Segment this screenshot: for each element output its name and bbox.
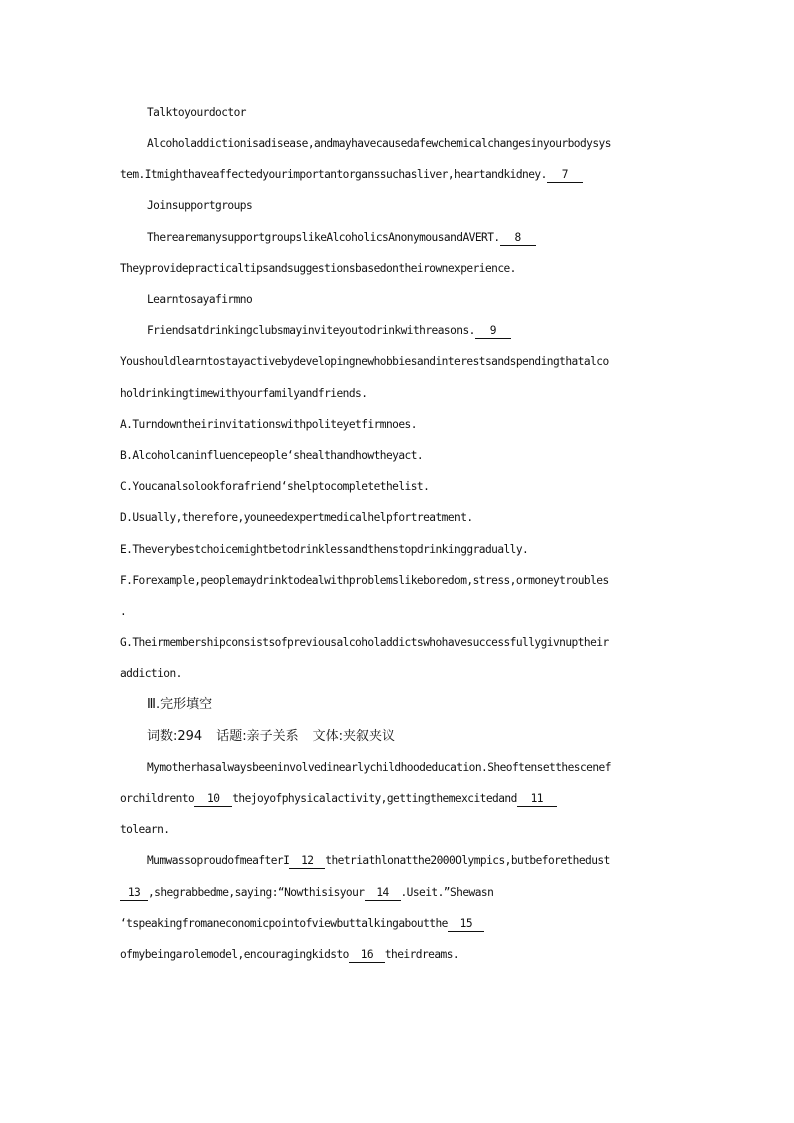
- paragraph-line: [120, 164, 680, 186]
- option-d: D.Usually,therefore,youneedexpertmedicalhelpfortreatment.: [120, 511, 473, 524]
- paragraph-text: theirdreams.: [384, 948, 460, 961]
- option-a: A.Turndowntheirinvitationswithpoliteyetfirmnoes.: [120, 418, 417, 431]
- meta-genre: 文体:夹叙夹议: [312, 729, 395, 744]
- paragraph-text: ofmybeingarolemodel,encouragingkidsto: [120, 948, 349, 961]
- blank-12: 12: [289, 854, 325, 869]
- blank-7: 7: [547, 168, 583, 183]
- blank-15: 15: [448, 917, 484, 932]
- blank-11: 11: [517, 792, 557, 807]
- paragraph-line: Alcoholaddictionisadisease,andmayhavecausedafewchemicalchangesinyourbodysys: [147, 137, 611, 150]
- section-title: Ⅲ.完形填空: [147, 697, 213, 712]
- paragraph-text: ‘tspeakingfromaneconomicpointofviewbuttalkingaboutthe: [120, 917, 448, 930]
- paragraph-text: thejoyofphysicalactivity,gettingthemexcitedand: [232, 792, 517, 805]
- paragraph-line: [120, 913, 680, 935]
- option-f: F.Forexample,peoplemaydrinktodealwithproblemslikeboredom,stress,ormoneytroubles: [120, 574, 609, 587]
- blank-16: 16: [349, 948, 385, 963]
- paragraph-line: [147, 320, 680, 342]
- paragraph-text: .Useit.”Shewasn: [400, 886, 494, 899]
- option-g: G.Theirmembershipconsistsofpreviousalcoholaddictswhohavesuccessfullygivnuptheir: [120, 636, 609, 649]
- paragraph-text: TherearemanysupportgroupslikeAlcoholicsAnonymousandAVERT.: [147, 231, 500, 244]
- option-b: B.Alcoholcaninfluencepeople‘shealthandhowtheyact.: [120, 449, 424, 462]
- blank-13: 13: [120, 886, 148, 901]
- paragraph-line: [120, 788, 680, 810]
- option-e: E.Theverybestchoicemightbetodrinklessandthenstopdrinkinggradually.: [120, 543, 529, 556]
- paragraph-text: ,shegrabbedme,saying:“Nowthisisyour: [148, 886, 365, 899]
- paragraph-line: Youshouldlearntostayactivebydevelopingnewhobbiesandinterestsandspendingthatalco: [120, 355, 609, 368]
- paragraph-text: tem.Itmighthaveaffectedyourimportantorganssuchasliver,heartandkidney.: [120, 168, 547, 181]
- paragraph-text: thetriathlonatthe2000Olympics,butbeforethedust: [325, 854, 610, 867]
- paragraph-line: [147, 850, 680, 872]
- paragraph-line: holdrinkingtimewithyourfamilyandfriends.: [120, 387, 368, 400]
- heading-talk-to-doctor: Talktoyourdoctor: [147, 106, 246, 119]
- paragraph-line: [147, 227, 680, 249]
- paragraph-text: orchildrento: [120, 792, 195, 805]
- paragraph-line: [120, 882, 680, 904]
- meta-topic: 话题:亲子关系: [216, 729, 299, 744]
- blank-10: 10: [194, 792, 232, 807]
- meta-word-count: 词数:294: [147, 729, 203, 744]
- paragraph-text: MumwassoproudofmeafterI: [147, 854, 290, 867]
- option-c: C.Youcanalsolookforafriend‘shelptocompletethelist.: [120, 480, 430, 493]
- paragraph-line: Theyprovidepracticaltipsandsuggestionsbasedontheirownexperience.: [120, 262, 516, 275]
- paragraph-line: tolearn.: [120, 823, 170, 836]
- paragraph-text: Friendsatdrinkingclubsmayinviteyoutodrinkwithreasons.: [147, 324, 475, 337]
- blank-9: 9: [475, 324, 511, 339]
- heading-learn-say-no: Learntosayafirmno: [147, 293, 253, 306]
- option-f-continued: .: [120, 605, 127, 618]
- heading-join-support-groups: Joinsupportgroups: [147, 199, 253, 212]
- blank-14: 14: [365, 886, 401, 901]
- option-g-continued: addiction.: [120, 667, 182, 680]
- section-meta: [147, 726, 680, 748]
- paragraph-line: Mymotherhasalwaysbeeninvolvedinearlychildhoodeducation.Sheoftensetthescenef: [147, 761, 611, 774]
- blank-8: 8: [500, 231, 536, 246]
- paragraph-line: [120, 944, 680, 966]
